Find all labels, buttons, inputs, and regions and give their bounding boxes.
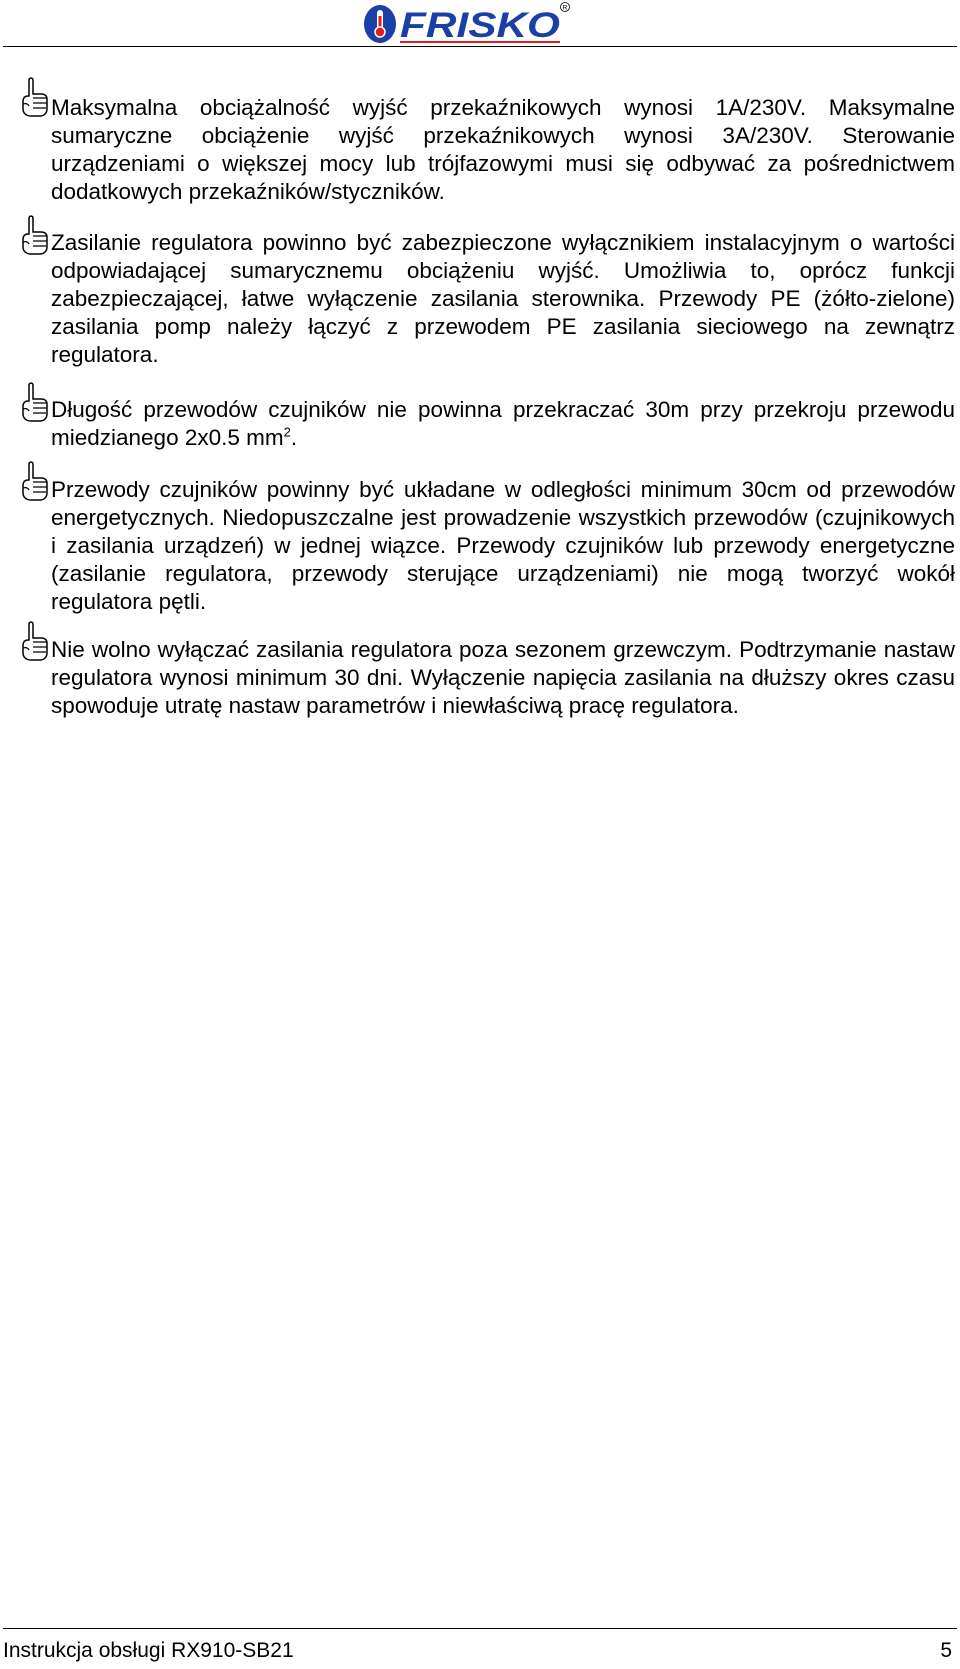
registered-mark: R xyxy=(562,4,568,12)
pointing-hand-icon xyxy=(20,620,54,662)
pointing-hand-icon xyxy=(20,76,54,118)
note-text-main: Długość przewodów czujników nie powinna przekraczać 30m przy przekroju przewodu miedzianego 2x0.5 mm xyxy=(51,397,955,450)
logo-wordmark: FRISKO xyxy=(400,6,560,45)
thermometer-icon xyxy=(364,5,396,43)
note-text-end: . xyxy=(290,425,298,450)
note-text: Przewody czujników powinny być układane w odległości minimum 30cm od przewodów energetycznych. Niedopuszczalne jest prowadzenie wszystkich przewodów (czujnikowych i zasilania urządzeń) w jednej wiązce. Przewody czujników lub przewody energetyczne (zasilanie regulatora, przewody sterujące urządzeniami) nie mogą tworzyć wokół regulatora pętli. xyxy=(51,477,955,614)
note-text: Nie wolno wyłączać zasilania regulatora poza sezonem grzewczym. Podtrzymanie nastaw regulatora wynosi minimum 30 dni. Wyłączenie napięcia zasilania na dłuższy okres czasu spowoduje utratę nastaw parametrów i niewłaściwą pracę regulatora. xyxy=(51,637,955,718)
pointing-hand-icon xyxy=(20,381,54,423)
page-number: 5 xyxy=(940,1639,952,1662)
note-text: Maksymalna obciążalność wyjść przekaźnikowych wynosi 1A/230V. Maksymalne sumaryczne obciążenie wyjść przekaźnikowych wynosi 3A/230V. Sterowanie urządzeniami o większej mocy lub trójfazowymi musi się odbywać za pośrednictwem dodatkowych przekaźników/styczników. xyxy=(51,95,955,204)
superscript: 2 xyxy=(283,424,291,440)
header-rule xyxy=(3,46,957,47)
frisko-logo xyxy=(360,2,600,46)
pointing-hand-icon xyxy=(20,214,54,256)
footer-title: Instrukcja obsługi RX910-SB21 xyxy=(3,1639,294,1662)
pointing-hand-icon xyxy=(20,460,54,502)
note-text: Zasilanie regulatora powinno być zabezpieczone wyłącznikiem instalacyjnym o wartości odpowiadającej sumarycznemu obciążeniu wyjść. Umożliwia to, oprócz funkcji zabezpieczającej, łatwe wyłączenie zasilania sterownika. Przewody PE (żółto-zielone) zasilania pomp należy łączyć z przewodem PE zasilania sieciowego na zewnątrz regulatora. xyxy=(51,230,955,367)
footer-rule xyxy=(3,1628,957,1629)
note-text xyxy=(51,396,955,452)
